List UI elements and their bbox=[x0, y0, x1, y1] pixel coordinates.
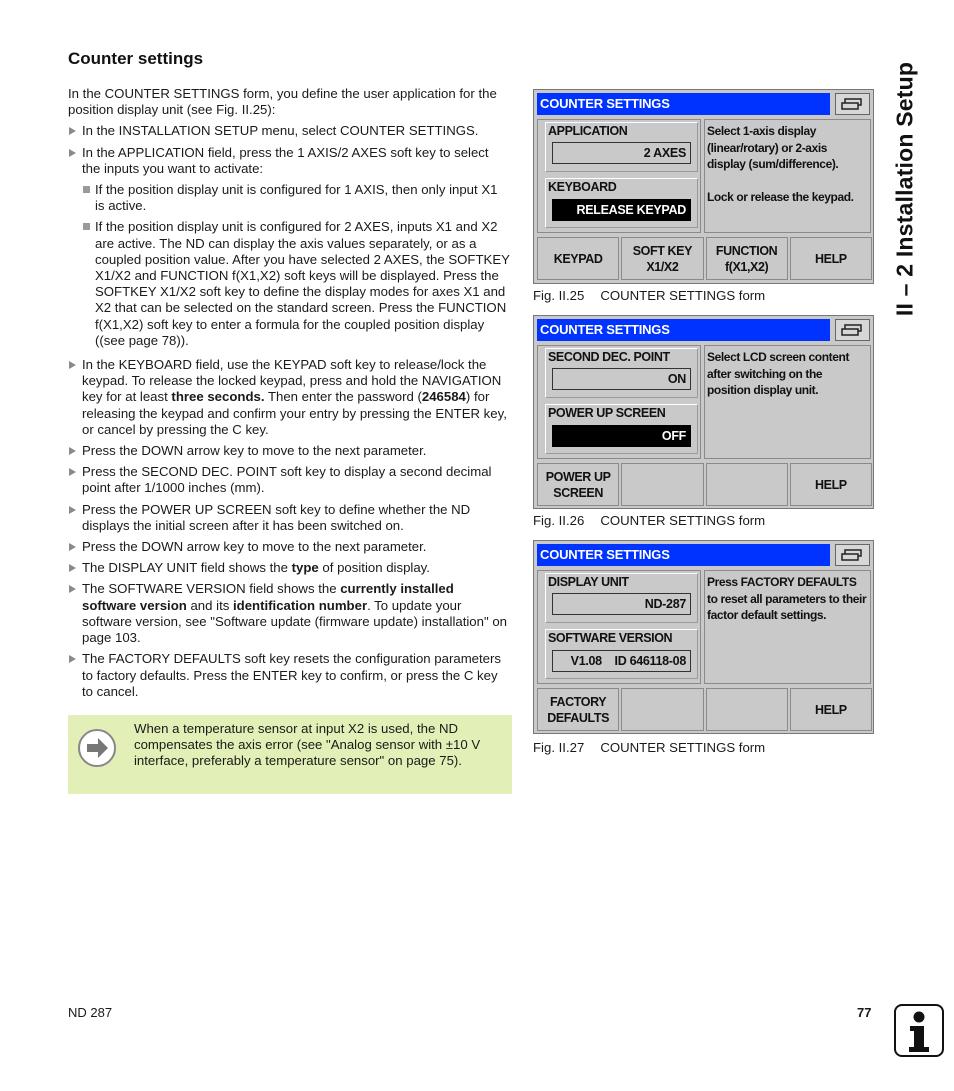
step-item: In the APPLICATION field, press the 1 AXIS/2 AXES soft key to select the inputs you want to activate: bbox=[68, 145, 510, 177]
figure-caption: Fig. II.27 COUNTER SETTINGS form bbox=[533, 740, 766, 755]
power-up-screen-softkey[interactable]: POWER UP SCREEN bbox=[537, 463, 619, 506]
window-icon bbox=[835, 544, 870, 566]
step-item: The SOFTWARE VERSION field shows the currently installed software version and its identification number. To update your software version, see "Software update (firmware update) installation" on page 103. bbox=[68, 581, 510, 646]
screen-title: COUNTER SETTINGS bbox=[537, 319, 830, 341]
power-up-screen-field[interactable]: OFF bbox=[552, 425, 691, 447]
step-item: Press the SECOND DEC. POINT soft key to display a second decimal point after 1/1000 inches (mm). bbox=[68, 464, 510, 496]
bullet-triangle-icon bbox=[69, 468, 76, 476]
help-softkey[interactable]: HELP bbox=[790, 463, 872, 506]
bullet-square-icon bbox=[83, 223, 90, 230]
softkey-row bbox=[537, 463, 872, 506]
bullet-triangle-icon bbox=[69, 149, 76, 157]
sub-item: If the position display unit is configured for 2 AXES, inputs X1 and X2 are active. The ND can display the axis values separately, or as a coupled position value. After you have selected 2 AXES, the SOFTKEY X1/X2 and FUNCTION f(X1,X2) soft keys will be displayed. Press the SOFTKEY X1/X2 soft key to define the display modes for axes X1 and X2 that can be selected on the standard screen. Press the FUNCTION f(X1,X2) soft key to enter a formula for the coupled position display ((see page 78)). bbox=[68, 219, 510, 349]
application-field[interactable]: 2 AXES bbox=[552, 142, 691, 164]
step-item: Press the POWER UP SCREEN soft key to define whether the ND displays the initial screen after it has been switched on. bbox=[68, 502, 510, 534]
field-label: DISPLAY UNIT bbox=[548, 575, 629, 589]
softkey-x1-x2[interactable]: SOFT KEY X1/X2 bbox=[621, 237, 703, 280]
help-softkey[interactable]: HELP bbox=[790, 237, 872, 280]
form-panel bbox=[537, 345, 701, 459]
bullet-triangle-icon bbox=[69, 585, 76, 593]
step-item: In the INSTALLATION SETUP menu, select COUNTER SETTINGS. bbox=[68, 123, 510, 139]
keypad-softkey[interactable]: KEYPAD bbox=[537, 237, 619, 280]
page-number: 77 bbox=[857, 1005, 872, 1020]
empty-softkey[interactable] bbox=[706, 688, 788, 731]
form-panel bbox=[537, 119, 701, 233]
empty-softkey[interactable] bbox=[706, 463, 788, 506]
step-item: Press the DOWN arrow key to move to the next parameter. bbox=[68, 443, 510, 459]
step-item: The DISPLAY UNIT field shows the type of position display. bbox=[68, 560, 510, 576]
step-item: The FACTORY DEFAULTS soft key resets the configuration parameters to factory defaults. Press the ENTER key to confirm, or press the C key to cancel. bbox=[68, 651, 510, 700]
bullet-square-icon bbox=[83, 186, 90, 193]
bullet-triangle-icon bbox=[69, 655, 76, 663]
screen-title: COUNTER SETTINGS bbox=[537, 93, 830, 115]
field-label: POWER UP SCREEN bbox=[548, 406, 666, 420]
bullet-triangle-icon bbox=[69, 564, 76, 572]
help-panel: Select LCD screen content after switching on the position display unit. bbox=[704, 345, 871, 459]
step-item: In the KEYBOARD field, use the KEYPAD soft key to release/lock the keypad. To release the locked keypad, press and hold the NAVIGATION key for at least three seconds. Then enter the password (246584) for releasing the keypad and confirm your entry by pressing the ENTER key, or cancel by pressing the C key. bbox=[68, 357, 510, 438]
window-icon bbox=[835, 93, 870, 115]
empty-softkey[interactable] bbox=[621, 688, 703, 731]
screen-title: COUNTER SETTINGS bbox=[537, 544, 830, 566]
step-item: Press the DOWN arrow key to move to the next parameter. bbox=[68, 539, 510, 555]
intro-paragraph: In the COUNTER SETTINGS form, you define the user application for the position display unit (see Fig. II.25): bbox=[68, 86, 497, 118]
form-panel bbox=[537, 570, 701, 684]
arrow-right-icon bbox=[78, 729, 116, 767]
help-panel: Press FACTORY DEFAULTS to reset all parameters to their factor default settings. bbox=[704, 570, 871, 684]
field-label: SOFTWARE VERSION bbox=[548, 631, 673, 645]
field-label: APPLICATION bbox=[548, 124, 628, 138]
software-version-field: V1.08 ID 646118-08 bbox=[552, 650, 691, 672]
counter-settings-screen-3 bbox=[533, 540, 874, 734]
body-text bbox=[68, 86, 510, 705]
bullet-triangle-icon bbox=[69, 543, 76, 551]
note-text: When a temperature sensor at input X2 is used, the ND compensates the axis error (see "Analog sensor with ±10 V interface, preferably a temperature sensor" on page 75). bbox=[134, 721, 481, 769]
keyboard-field[interactable]: RELEASE KEYPAD bbox=[552, 199, 691, 221]
field-label: KEYBOARD bbox=[548, 180, 617, 194]
counter-settings-screen-1 bbox=[533, 89, 874, 284]
factory-defaults-softkey[interactable]: FACTORY DEFAULTS bbox=[537, 688, 619, 731]
info-icon bbox=[894, 1004, 944, 1057]
section-heading: Counter settings bbox=[68, 49, 204, 68]
chapter-side-label: II – 2 Installation Setup bbox=[891, 61, 918, 317]
field-label: SECOND DEC. POINT bbox=[548, 350, 670, 364]
bullet-triangle-icon bbox=[69, 127, 76, 135]
footer-model: ND 287 bbox=[68, 1005, 113, 1020]
softkey-row bbox=[537, 237, 872, 280]
bullet-triangle-icon bbox=[69, 447, 76, 455]
bullet-triangle-icon bbox=[69, 361, 76, 369]
help-panel: Select 1-axis display (linear/rotary) or 2-axis display (sum/difference). Lock or release the keypad. bbox=[704, 119, 871, 233]
window-icon bbox=[835, 319, 870, 341]
bullet-triangle-icon bbox=[69, 506, 76, 514]
empty-softkey[interactable] bbox=[621, 463, 703, 506]
function-softkey[interactable]: FUNCTION f(X1,X2) bbox=[706, 237, 788, 280]
counter-settings-screen-2 bbox=[533, 315, 874, 509]
figure-caption: Fig. II.26 COUNTER SETTINGS form bbox=[533, 513, 766, 528]
note-box bbox=[68, 715, 512, 794]
display-unit-field: ND-287 bbox=[552, 593, 691, 615]
softkey-row bbox=[537, 688, 872, 731]
help-softkey[interactable]: HELP bbox=[790, 688, 872, 731]
second-dec-point-field[interactable]: ON bbox=[552, 368, 691, 390]
sub-item: If the position display unit is configured for 1 AXIS, then only input X1 is active. bbox=[68, 182, 510, 214]
figure-caption: Fig. II.25 COUNTER SETTINGS form bbox=[533, 288, 766, 303]
